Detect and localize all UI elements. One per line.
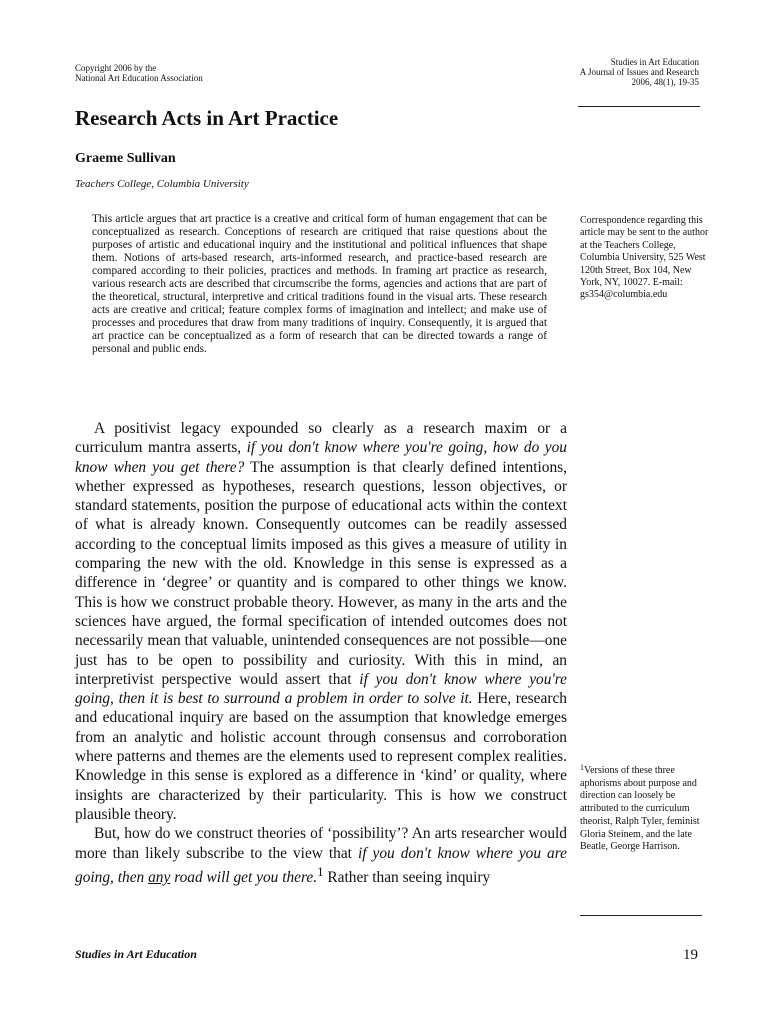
p2-text-b: Rather than seeing inquiry (323, 868, 491, 886)
p2-quote-any: any (148, 868, 171, 886)
journal-subtitle: A Journal of Issues and Research (579, 67, 699, 77)
copyright-line-1: Copyright 2006 by the (75, 63, 157, 73)
p2-quote-2: road will get you there. (170, 868, 318, 886)
p1-text-c: Here, research and educational inquiry are based on the assumption that knowledge emerges from an analytic and holistic account through consensus and corroboration where patterns and themes are the elements used to represent complex realities. Knowledge in this sense is explored as a difference in ‘kind’ or quality, where insights are characterized by their particularity. This is how we construct plausible theory. (75, 690, 567, 823)
footnote-ref[interactable]: 1 (317, 864, 324, 879)
p1-quote-2: if you don't know where you're going, then it is best to surround a problem in order to solve it. (75, 670, 567, 708)
footnote-text: Versions of these three aphorisms about purpose and direction can loosely be attributed to the curriculum theorist, Ralph Tyler, feminist Gloria Steinem, and the late Beatle, George Harrison. (580, 765, 700, 853)
correspondence-note: Correspondence regarding this article may be sent to the author at the Teachers College, Columbia University, 525 West 120th Street, Box 104, New York, NY, 10027. E-mail: gs354@columbia.edu (580, 215, 709, 301)
journal-name: Studies in Art Education (610, 57, 699, 67)
abstract: This article argues that art practice is a creative and critical form of human engagement that can be conceptualized as research. Conceptions of research are critiqued that raise questions about the purposes of artistic and educational inquiry and the institutional and political influences that shape them. Notions of arts-based research, arts-informed research, and practice-based research are compared according to their policies, practices and methods. In framing art practice as research, various research acts are described that circumscribe the forms, agencies and actions that are part of the theoretical, structural, interpretive and critical traditions found in the visual arts. These research acts are creative and critical; feature complex forms of imagination and intellect; and make use of processes and procedures that draw from many traditions of inquiry. Consequently, it is argued that art practice can be conceptualized as a form of research that can be directed towards a range of personal and public ends. (92, 213, 547, 355)
author-affiliation: Teachers College, Columbia University (75, 178, 249, 190)
footer-journal: Studies in Art Education (75, 947, 197, 961)
copyright-notice (75, 63, 203, 83)
p1-text-b: The assumption is that clearly defined intentions, whether expressed as hypotheses, research questions, lesson objectives, or standard statements, position the purpose of educational acts within the context of what is already known. Consequently outcomes can be readily assessed according to the conceptual limits imposed as this gives a measure of utility in comparing the new with the old. Knowledge in this sense is expressed as a difference in ‘degree’ or quantity and is compared to other things we know. This is how we construct probable theory. However, as many in the arts and the sciences have argued, the formal specification of intended outcomes does not necessarily mean that valuable, unintended consequences are not possible—one just has to be open to possibility and curiosity. With this in mind, an interpretivist perspective would assert that (75, 458, 567, 688)
body-text (75, 419, 567, 887)
page-number: 19 (683, 947, 698, 963)
journal-citation: 2006, 48(1), 19-35 (631, 77, 699, 87)
journal-header (580, 57, 699, 87)
article-title: Research Acts in Art Practice (75, 106, 339, 130)
copyright-line-2: National Art Education Association (75, 73, 203, 83)
header-rule (578, 106, 700, 107)
footnote-number: 1 (580, 763, 584, 772)
author-name: Graeme Sullivan (75, 151, 176, 166)
p2-quote-1: if you don't know where you are going, then (75, 844, 567, 886)
p2-text-a: But, how do we construct theories of ‘possibility’? An arts researcher would more than likely subscribe to the view that (75, 825, 567, 862)
paragraph-2 (75, 824, 567, 887)
p1-text-a: A positivist legacy expounded so clearly as a research maxim or a curriculum mantra asserts, (75, 420, 567, 457)
footnote-rule (580, 915, 702, 916)
p1-quote-1: if you don't know where you're going, how do you know when you get there? (75, 439, 567, 476)
footnote (580, 762, 715, 854)
paragraph-1 (75, 419, 567, 824)
